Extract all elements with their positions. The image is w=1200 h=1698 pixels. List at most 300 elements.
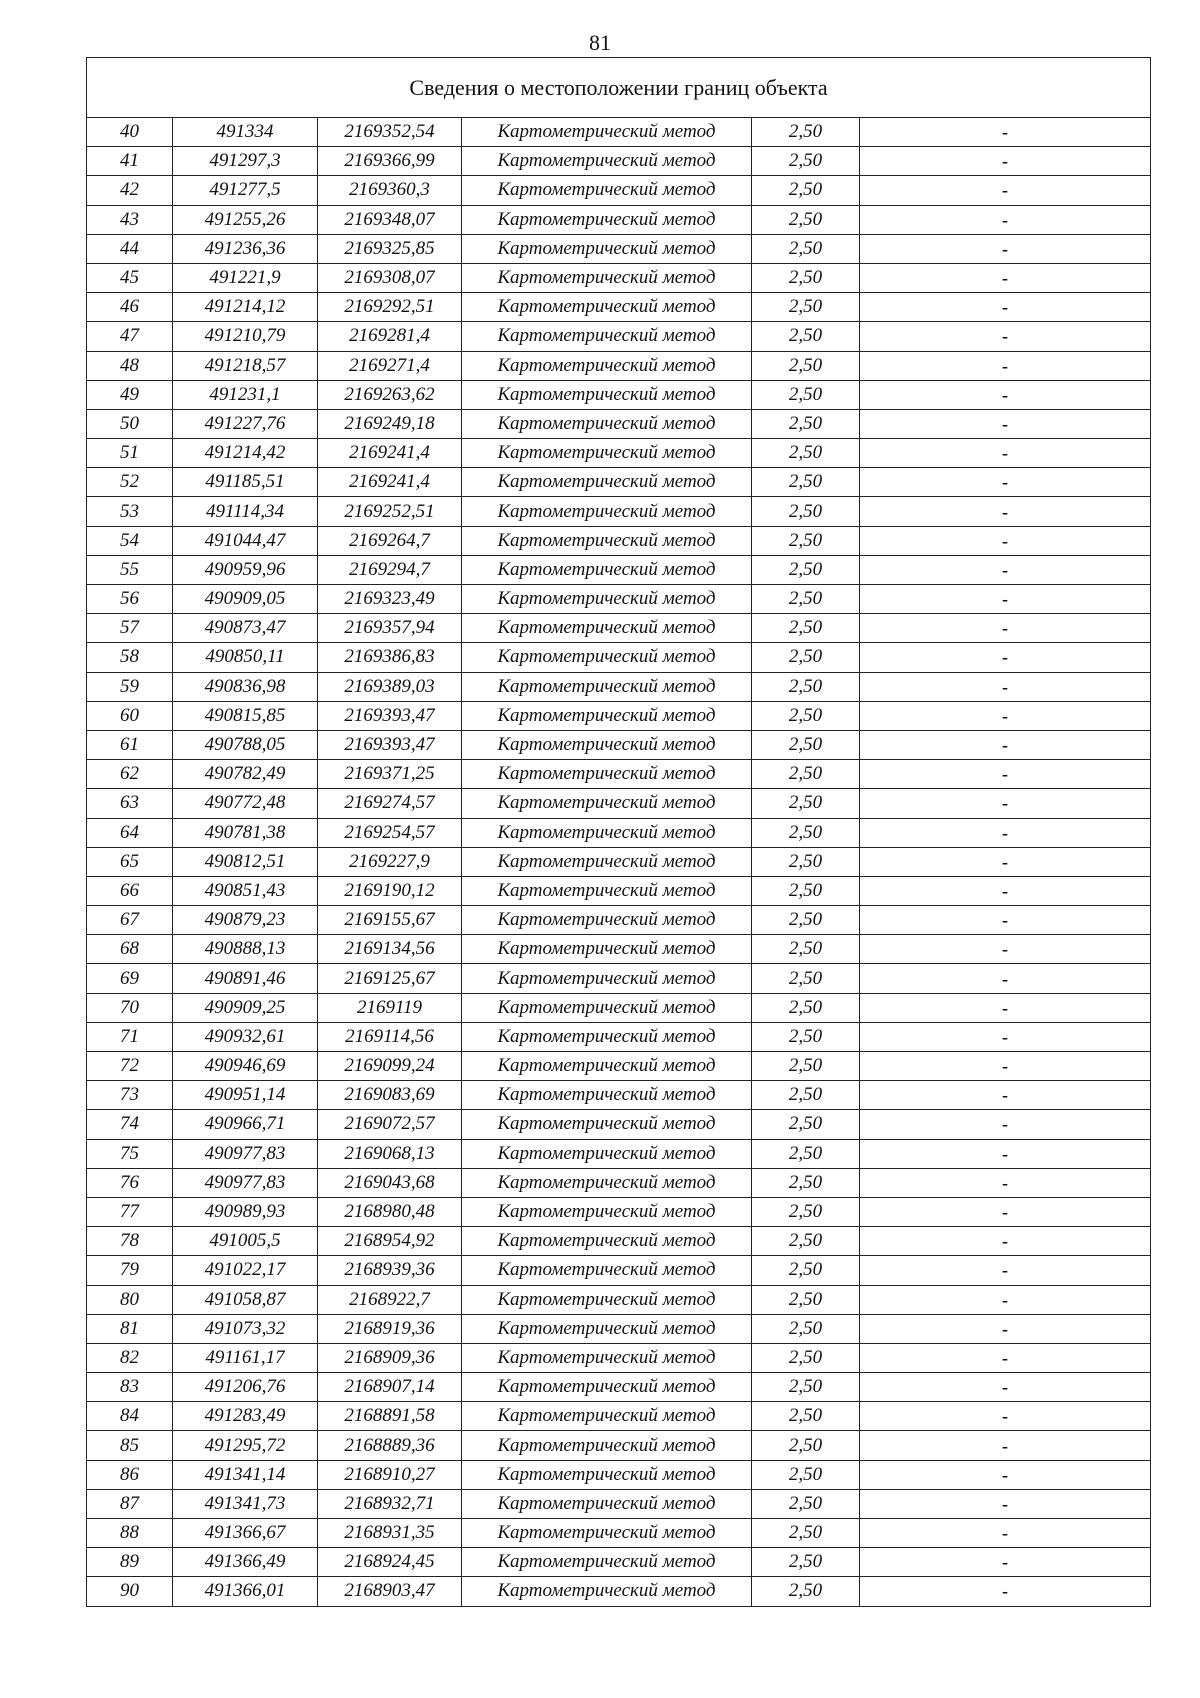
note-cell: - [860,730,1151,759]
y-coordinate-cell: 2169254,57 [318,818,462,847]
method-cell: Картометрический метод [462,293,752,322]
x-coordinate-cell: 491366,01 [173,1577,318,1606]
accuracy-cell: 2,50 [752,643,860,672]
y-coordinate-cell: 2169389,03 [318,672,462,701]
note-cell: - [860,701,1151,730]
table-row [87,1139,1151,1168]
x-coordinate-cell: 490781,38 [173,818,318,847]
note-cell: - [860,1256,1151,1285]
method-cell: Картометрический метод [462,818,752,847]
accuracy-cell: 2,50 [752,322,860,351]
method-cell: Картометрический метод [462,614,752,643]
y-coordinate-cell: 2169371,25 [318,760,462,789]
method-cell: Картометрический метод [462,730,752,759]
point-number-cell: 60 [87,701,173,730]
y-coordinate-cell: 2168910,27 [318,1460,462,1489]
table-title-row [87,58,1151,118]
table-row [87,176,1151,205]
accuracy-cell: 2,50 [752,1431,860,1460]
point-number-cell: 40 [87,118,173,147]
note-cell: - [860,993,1151,1022]
point-number-cell: 51 [87,439,173,468]
x-coordinate-cell: 490909,25 [173,993,318,1022]
accuracy-cell: 2,50 [752,1227,860,1256]
point-number-cell: 69 [87,964,173,993]
table-row [87,497,1151,526]
method-cell: Картометрический метод [462,701,752,730]
method-cell: Картометрический метод [462,205,752,234]
table-row [87,701,1151,730]
y-coordinate-cell: 2169292,51 [318,293,462,322]
note-cell: - [860,526,1151,555]
x-coordinate-cell: 491022,17 [173,1256,318,1285]
method-cell: Картометрический метод [462,1577,752,1606]
table-row [87,1431,1151,1460]
y-coordinate-cell: 2169068,13 [318,1139,462,1168]
x-coordinate-cell: 491283,49 [173,1402,318,1431]
point-number-cell: 73 [87,1081,173,1110]
y-coordinate-cell: 2169125,67 [318,964,462,993]
y-coordinate-cell: 2169134,56 [318,935,462,964]
x-coordinate-cell: 490977,83 [173,1168,318,1197]
x-coordinate-cell: 490946,69 [173,1052,318,1081]
accuracy-cell: 2,50 [752,263,860,292]
accuracy-cell: 2,50 [752,1110,860,1139]
note-cell: - [860,1139,1151,1168]
accuracy-cell: 2,50 [752,1022,860,1051]
accuracy-cell: 2,50 [752,964,860,993]
y-coordinate-cell: 2169072,57 [318,1110,462,1139]
accuracy-cell: 2,50 [752,234,860,263]
coordinates-table [86,57,1151,1607]
x-coordinate-cell: 490772,48 [173,789,318,818]
accuracy-cell: 2,50 [752,1343,860,1372]
table-row [87,526,1151,555]
method-cell: Картометрический метод [462,322,752,351]
method-cell: Картометрический метод [462,1285,752,1314]
point-number-cell: 87 [87,1489,173,1518]
accuracy-cell: 2,50 [752,818,860,847]
accuracy-cell: 2,50 [752,1256,860,1285]
point-number-cell: 81 [87,1314,173,1343]
note-cell: - [860,497,1151,526]
method-cell: Картометрический метод [462,1168,752,1197]
method-cell: Картометрический метод [462,643,752,672]
x-coordinate-cell: 491185,51 [173,468,318,497]
note-cell: - [860,118,1151,147]
note-cell: - [860,876,1151,905]
point-number-cell: 71 [87,1022,173,1051]
y-coordinate-cell: 2168889,36 [318,1431,462,1460]
y-coordinate-cell: 2169393,47 [318,730,462,759]
point-number-cell: 76 [87,1168,173,1197]
y-coordinate-cell: 2169263,62 [318,380,462,409]
note-cell: - [860,147,1151,176]
y-coordinate-cell: 2169393,47 [318,701,462,730]
accuracy-cell: 2,50 [752,176,860,205]
point-number-cell: 66 [87,876,173,905]
note-cell: - [860,643,1151,672]
method-cell: Картометрический метод [462,1227,752,1256]
point-number-cell: 70 [87,993,173,1022]
y-coordinate-cell: 2169271,4 [318,351,462,380]
note-cell: - [860,176,1151,205]
note-cell: - [860,1402,1151,1431]
method-cell: Картометрический метод [462,526,752,555]
table-row [87,993,1151,1022]
table-row [87,760,1151,789]
point-number-cell: 59 [87,672,173,701]
y-coordinate-cell: 2169348,07 [318,205,462,234]
x-coordinate-cell: 491341,14 [173,1460,318,1489]
y-coordinate-cell: 2168931,35 [318,1519,462,1548]
table-row [87,205,1151,234]
x-coordinate-cell: 491334 [173,118,318,147]
note-cell: - [860,205,1151,234]
table-row [87,293,1151,322]
point-number-cell: 44 [87,234,173,263]
accuracy-cell: 2,50 [752,1168,860,1197]
note-cell: - [860,789,1151,818]
accuracy-cell: 2,50 [752,205,860,234]
accuracy-cell: 2,50 [752,1081,860,1110]
point-number-cell: 79 [87,1256,173,1285]
accuracy-cell: 2,50 [752,1139,860,1168]
x-coordinate-cell: 490788,05 [173,730,318,759]
x-coordinate-cell: 491231,1 [173,380,318,409]
method-cell: Картометрический метод [462,1081,752,1110]
point-number-cell: 83 [87,1373,173,1402]
note-cell: - [860,1110,1151,1139]
point-number-cell: 90 [87,1577,173,1606]
x-coordinate-cell: 490959,96 [173,555,318,584]
note-cell: - [860,585,1151,614]
table-row [87,1197,1151,1226]
x-coordinate-cell: 491341,73 [173,1489,318,1518]
x-coordinate-cell: 490891,46 [173,964,318,993]
x-coordinate-cell: 491277,5 [173,176,318,205]
accuracy-cell: 2,50 [752,118,860,147]
point-number-cell: 65 [87,847,173,876]
note-cell: - [860,935,1151,964]
x-coordinate-cell: 491114,34 [173,497,318,526]
method-cell: Картометрический метод [462,1343,752,1372]
accuracy-cell: 2,50 [752,1197,860,1226]
accuracy-cell: 2,50 [752,409,860,438]
table-row [87,964,1151,993]
note-cell: - [860,1548,1151,1577]
point-number-cell: 68 [87,935,173,964]
point-number-cell: 42 [87,176,173,205]
accuracy-cell: 2,50 [752,672,860,701]
method-cell: Картометрический метод [462,234,752,263]
y-coordinate-cell: 2168907,14 [318,1373,462,1402]
method-cell: Картометрический метод [462,1460,752,1489]
y-coordinate-cell: 2168891,58 [318,1402,462,1431]
x-coordinate-cell: 490850,11 [173,643,318,672]
table-row [87,614,1151,643]
table-row [87,1168,1151,1197]
point-number-cell: 58 [87,643,173,672]
accuracy-cell: 2,50 [752,1548,860,1577]
method-cell: Картометрический метод [462,118,752,147]
point-number-cell: 43 [87,205,173,234]
method-cell: Картометрический метод [462,1110,752,1139]
accuracy-cell: 2,50 [752,380,860,409]
method-cell: Картометрический метод [462,847,752,876]
accuracy-cell: 2,50 [752,847,860,876]
accuracy-cell: 2,50 [752,993,860,1022]
note-cell: - [860,818,1151,847]
note-cell: - [860,1460,1151,1489]
method-cell: Картометрический метод [462,380,752,409]
accuracy-cell: 2,50 [752,351,860,380]
method-cell: Картометрический метод [462,993,752,1022]
x-coordinate-cell: 490909,05 [173,585,318,614]
x-coordinate-cell: 490812,51 [173,847,318,876]
note-cell: - [860,234,1151,263]
y-coordinate-cell: 2168939,36 [318,1256,462,1285]
method-cell: Картометрический метод [462,468,752,497]
accuracy-cell: 2,50 [752,526,860,555]
point-number-cell: 77 [87,1197,173,1226]
x-coordinate-cell: 490966,71 [173,1110,318,1139]
y-coordinate-cell: 2169360,3 [318,176,462,205]
table-row [87,643,1151,672]
y-coordinate-cell: 2169119 [318,993,462,1022]
y-coordinate-cell: 2169294,7 [318,555,462,584]
table-row [87,789,1151,818]
note-cell: - [860,1197,1151,1226]
method-cell: Картометрический метод [462,1022,752,1051]
accuracy-cell: 2,50 [752,760,860,789]
table-row [87,1489,1151,1518]
note-cell: - [860,380,1151,409]
table-row [87,906,1151,935]
x-coordinate-cell: 491161,17 [173,1343,318,1372]
page-number: 81 [589,30,611,55]
table-row [87,1577,1151,1606]
method-cell: Картометрический метод [462,1256,752,1285]
y-coordinate-cell: 2169249,18 [318,409,462,438]
method-cell: Картометрический метод [462,1139,752,1168]
method-cell: Картометрический метод [462,497,752,526]
table-row [87,351,1151,380]
point-number-cell: 54 [87,526,173,555]
accuracy-cell: 2,50 [752,1314,860,1343]
method-cell: Картометрический метод [462,1489,752,1518]
x-coordinate-cell: 491058,87 [173,1285,318,1314]
accuracy-cell: 2,50 [752,876,860,905]
y-coordinate-cell: 2169155,67 [318,906,462,935]
method-cell: Картометрический метод [462,176,752,205]
point-number-cell: 84 [87,1402,173,1431]
y-coordinate-cell: 2169352,54 [318,118,462,147]
method-cell: Картометрический метод [462,1314,752,1343]
point-number-cell: 82 [87,1343,173,1372]
point-number-cell: 86 [87,1460,173,1489]
x-coordinate-cell: 491218,57 [173,351,318,380]
x-coordinate-cell: 491214,12 [173,293,318,322]
table-row [87,1548,1151,1577]
x-coordinate-cell: 491206,76 [173,1373,318,1402]
point-number-cell: 41 [87,147,173,176]
x-coordinate-cell: 490873,47 [173,614,318,643]
y-coordinate-cell: 2168932,71 [318,1489,462,1518]
accuracy-cell: 2,50 [752,439,860,468]
table-row [87,263,1151,292]
table-row [87,409,1151,438]
accuracy-cell: 2,50 [752,789,860,818]
x-coordinate-cell: 491214,42 [173,439,318,468]
method-cell: Картометрический метод [462,1197,752,1226]
y-coordinate-cell: 2168909,36 [318,1343,462,1372]
table-row [87,818,1151,847]
table-row [87,730,1151,759]
note-cell: - [860,1577,1151,1606]
x-coordinate-cell: 490977,83 [173,1139,318,1168]
note-cell: - [860,555,1151,584]
x-coordinate-cell: 491236,36 [173,234,318,263]
point-number-cell: 74 [87,1110,173,1139]
point-number-cell: 48 [87,351,173,380]
accuracy-cell: 2,50 [752,585,860,614]
y-coordinate-cell: 2168922,7 [318,1285,462,1314]
note-cell: - [860,672,1151,701]
table-row [87,1256,1151,1285]
note-cell: - [860,439,1151,468]
point-number-cell: 47 [87,322,173,351]
y-coordinate-cell: 2169099,24 [318,1052,462,1081]
y-coordinate-cell: 2168924,45 [318,1548,462,1577]
note-cell: - [860,847,1151,876]
accuracy-cell: 2,50 [752,906,860,935]
method-cell: Картометрический метод [462,585,752,614]
y-coordinate-cell: 2168954,92 [318,1227,462,1256]
x-coordinate-cell: 490989,93 [173,1197,318,1226]
x-coordinate-cell: 491210,79 [173,322,318,351]
note-cell: - [860,322,1151,351]
note-cell: - [860,760,1151,789]
table-row [87,555,1151,584]
y-coordinate-cell: 2169357,94 [318,614,462,643]
x-coordinate-cell: 490851,43 [173,876,318,905]
table-row [87,380,1151,409]
method-cell: Картометрический метод [462,555,752,584]
accuracy-cell: 2,50 [752,147,860,176]
method-cell: Картометрический метод [462,147,752,176]
table-row [87,1519,1151,1548]
method-cell: Картометрический метод [462,672,752,701]
x-coordinate-cell: 491005,5 [173,1227,318,1256]
note-cell: - [860,1373,1151,1402]
table-row [87,1373,1151,1402]
point-number-cell: 78 [87,1227,173,1256]
accuracy-cell: 2,50 [752,1489,860,1518]
note-cell: - [860,964,1151,993]
x-coordinate-cell: 491227,76 [173,409,318,438]
table-row [87,1227,1151,1256]
x-coordinate-cell: 490888,13 [173,935,318,964]
table-title: Сведения о местоположении границ объекта [87,58,1151,118]
method-cell: Картометрический метод [462,1373,752,1402]
method-cell: Картометрический метод [462,935,752,964]
method-cell: Картометрический метод [462,1548,752,1577]
accuracy-cell: 2,50 [752,935,860,964]
accuracy-cell: 2,50 [752,614,860,643]
y-coordinate-cell: 2169227,9 [318,847,462,876]
note-cell: - [860,1343,1151,1372]
y-coordinate-cell: 2169308,07 [318,263,462,292]
note-cell: - [860,1227,1151,1256]
table-row [87,1285,1151,1314]
note-cell: - [860,409,1151,438]
note-cell: - [860,351,1151,380]
y-coordinate-cell: 2169264,7 [318,526,462,555]
y-coordinate-cell: 2169366,99 [318,147,462,176]
point-number-cell: 52 [87,468,173,497]
point-number-cell: 72 [87,1052,173,1081]
x-coordinate-cell: 490932,61 [173,1022,318,1051]
y-coordinate-cell: 2169043,68 [318,1168,462,1197]
table-row [87,439,1151,468]
method-cell: Картометрический метод [462,964,752,993]
point-number-cell: 62 [87,760,173,789]
accuracy-cell: 2,50 [752,555,860,584]
table-row [87,1110,1151,1139]
method-cell: Картометрический метод [462,1052,752,1081]
point-number-cell: 88 [87,1519,173,1548]
note-cell: - [860,1489,1151,1518]
table-row [87,672,1151,701]
y-coordinate-cell: 2169083,69 [318,1081,462,1110]
accuracy-cell: 2,50 [752,1285,860,1314]
x-coordinate-cell: 491366,49 [173,1548,318,1577]
note-cell: - [860,906,1151,935]
point-number-cell: 53 [87,497,173,526]
accuracy-cell: 2,50 [752,730,860,759]
note-cell: - [860,468,1151,497]
method-cell: Картометрический метод [462,351,752,380]
table-row [87,147,1151,176]
note-cell: - [860,1314,1151,1343]
table-row [87,876,1151,905]
y-coordinate-cell: 2169190,12 [318,876,462,905]
table-row [87,1343,1151,1372]
method-cell: Картометрический метод [462,789,752,818]
table-row [87,1460,1151,1489]
table-row [87,585,1151,614]
x-coordinate-cell: 490951,14 [173,1081,318,1110]
y-coordinate-cell: 2168980,48 [318,1197,462,1226]
x-coordinate-cell: 491255,26 [173,205,318,234]
point-number-cell: 67 [87,906,173,935]
y-coordinate-cell: 2169114,56 [318,1022,462,1051]
point-number-cell: 85 [87,1431,173,1460]
table-row [87,468,1151,497]
y-coordinate-cell: 2169241,4 [318,468,462,497]
point-number-cell: 63 [87,789,173,818]
y-coordinate-cell: 2169323,49 [318,585,462,614]
accuracy-cell: 2,50 [752,293,860,322]
accuracy-cell: 2,50 [752,468,860,497]
note-cell: - [860,263,1151,292]
table-row [87,234,1151,263]
accuracy-cell: 2,50 [752,1402,860,1431]
x-coordinate-cell: 491073,32 [173,1314,318,1343]
accuracy-cell: 2,50 [752,1519,860,1548]
x-coordinate-cell: 491295,72 [173,1431,318,1460]
